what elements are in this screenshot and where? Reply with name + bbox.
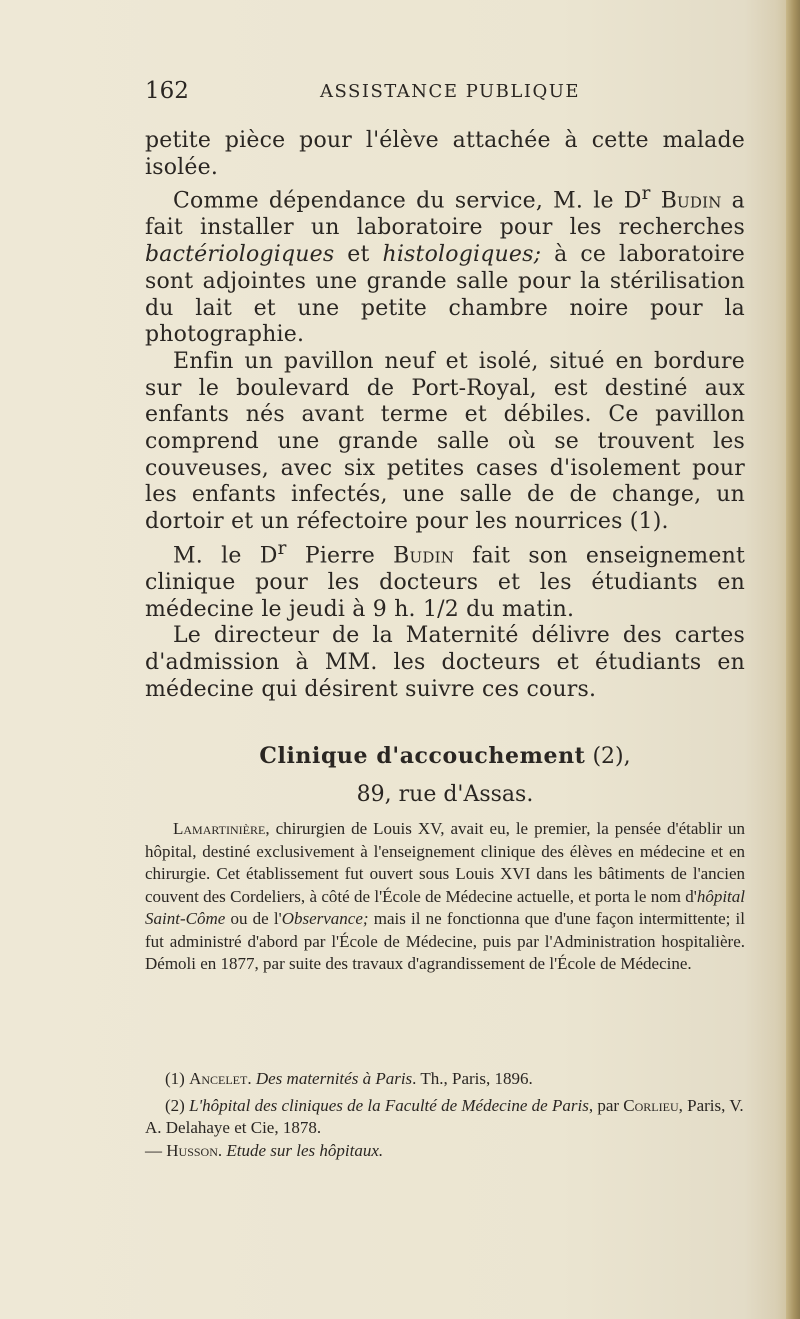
person-name: Lamartinière xyxy=(173,819,266,838)
footnote-2: (2) L'hôpital des cliniques de la Faculté de Médecine de Paris, par Corlieu, Paris, V. A. Delahaye et Cie, 1878. — Husson. Etude sur les hôpitaux. xyxy=(145,1095,744,1160)
page-header xyxy=(145,78,745,108)
paragraph-teaching: M. le $D^r$ Pierre Budin fait son enseignement clinique pour les docteurs et les étudiants en médecine le jeudi à 9 h. 1/2 du matin. xyxy=(145,537,745,622)
page-number: 162 xyxy=(145,78,189,104)
footnotes xyxy=(145,1068,745,1166)
author-name: Budin xyxy=(393,543,455,569)
history-paragraph: Lamartinière, chirurgien de Louis XV, avait eu, le premier, la pensée d'établir un hôpital, destiné exclusivement à l'enseignement clinique des élèves en médecine et en chirurgie. Cet établissement fut ouvert sous Louis XVI dans les bâtiments de l'ancien couvent des Cordeliers, à côté de l'École de Médecine actuelle, et porta le nom d'hôpital Saint-Côme ou de l'Observance; mais il ne fonctionna que d'une façon intermittente; il fut administré d'abord par l'École de Médecine, puis par l'Administration hospitalière. Démoli en 1877, par suite des travaux d'agrandissement de l'École de Médecine. xyxy=(145,819,745,973)
section-address: 89, rue d'Assas. xyxy=(356,782,534,807)
main-body-text xyxy=(145,128,745,703)
section-title: Clinique d'accouchement (2), xyxy=(259,743,631,769)
paragraph-admission: Le directeur de la Maternité délivre des cartes d'admission à MM. les docteurs et étudiants en médecine qui désirent suivre ces cours. xyxy=(145,623,745,702)
superscript-r: r xyxy=(641,183,651,205)
superscript-r: r xyxy=(277,537,287,559)
paragraph-pavilion: Enfin un pavillon neuf et isolé, situé en bordure sur le boulevard de Port-Royal, est destiné aux enfants nés avant terme et débiles. Ce pavillon comprend une grande salle où se trouvent les couveuses, avec six petites cases d'isolement pour les enfants infectés, une salle de de change, un dortoir et un réfectoire pour les nourrices (1). xyxy=(145,348,745,535)
footnote-1: (1) Ancelet. Des maternités à Paris. Th., Paris, 1896. xyxy=(165,1069,533,1088)
running-head: ASSISTANCE PUBLIQUE xyxy=(320,81,581,102)
paragraph-isolation-room: petite pièce pour l'élève attachée à cette malade isolée. xyxy=(145,128,745,180)
section-heading xyxy=(145,740,745,813)
paragraph-laboratory: Comme dépendance du service, M. le $D^r$ Budin a fait installer un laboratoire pour les recherches bactériologiques et histologiques; à ce laboratoire sont adjointes une grande salle pour la stérilisation du lait et une petite chambre noire pour la photographie. xyxy=(145,183,746,348)
footnote-ref: (2), xyxy=(585,744,631,769)
author-name: Budin xyxy=(660,188,722,214)
